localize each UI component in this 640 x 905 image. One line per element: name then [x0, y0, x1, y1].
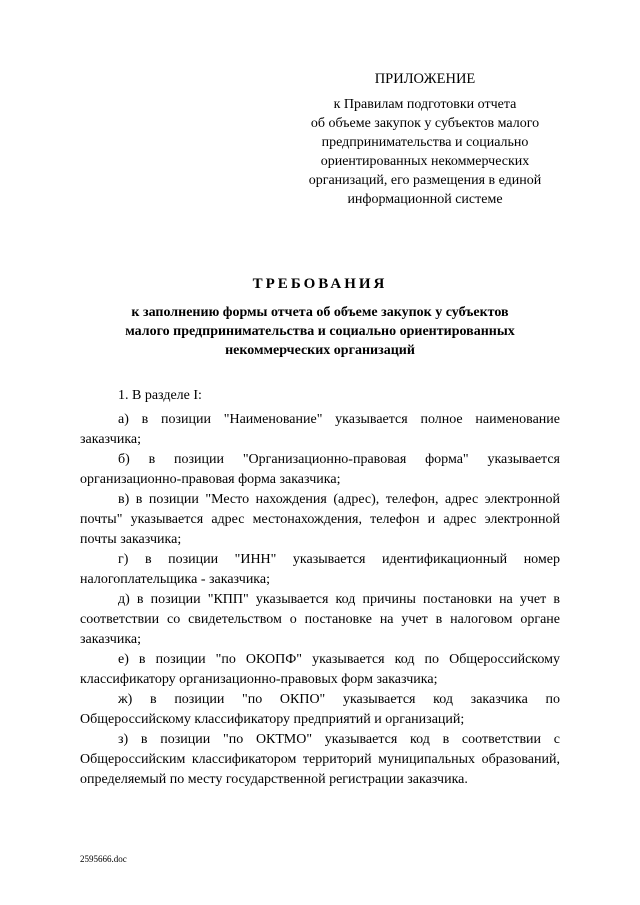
item-d: д) в позиции "КПП" указывается код причины постановки на учет в соответствии со свидетельством о постановке на учет в налоговом органе заказчика;	[80, 592, 560, 647]
appendix-line: ориентированных некоммерческих	[320, 154, 530, 169]
file-name-footer: 2595666.doc	[80, 854, 127, 864]
appendix-block	[290, 70, 560, 209]
document-subtitle	[80, 303, 560, 360]
section-heading: 1. В разделе I:	[118, 388, 202, 403]
document-title: ТРЕБОВАНИЯ	[252, 276, 388, 292]
item-g: г) в позиции "ИНН" указывается идентификационный номер налогоплательщика - заказчика;	[80, 552, 560, 587]
item-e: е) в позиции "по ОКОПФ" указывается код по Общероссийскому классификатору организационно-правовых форм заказчика;	[80, 652, 560, 687]
subtitle-line: некоммерческих организаций	[225, 343, 415, 358]
item-v: в) в позиции "Место нахождения (адрес), телефон, адрес электронной почты" указывается адрес местонахождения, телефон и адрес электронной почты заказчика;	[80, 492, 560, 547]
appendix-line: к Правилам подготовки отчета	[333, 97, 517, 112]
item-b: б) в позиции "Организационно-правовая форма" указывается организационно-правовая форма заказчика;	[80, 452, 560, 487]
appendix-line: организаций, его размещения в единой	[308, 173, 542, 188]
item-a: а) в позиции "Наименование" указывается полное наименование заказчика;	[80, 412, 560, 447]
appendix-line: предпринимательства и социально	[321, 135, 529, 150]
subtitle-line: к заполнению формы отчета об объеме закупок у субъектов	[131, 305, 509, 320]
appendix-heading: ПРИЛОЖЕНИЕ	[374, 71, 476, 87]
appendix-line: информационной системе	[347, 192, 503, 207]
item-zh: ж) в позиции "по ОКПО" указывается код заказчика по Общероссийскому классификатору предприятий и организаций;	[80, 692, 560, 727]
document-body	[80, 386, 560, 790]
subtitle-line: малого предпринимательства и социально ориентированных	[125, 324, 515, 339]
item-z: з) в позиции "по ОКТМО" указывается код в соответствии с Общероссийским классификатором территорий муниципальных образований, определяемый по месту государственной регистрации заказчика.	[80, 732, 560, 787]
appendix-line: об объеме закупок у субъектов малого	[310, 116, 540, 131]
